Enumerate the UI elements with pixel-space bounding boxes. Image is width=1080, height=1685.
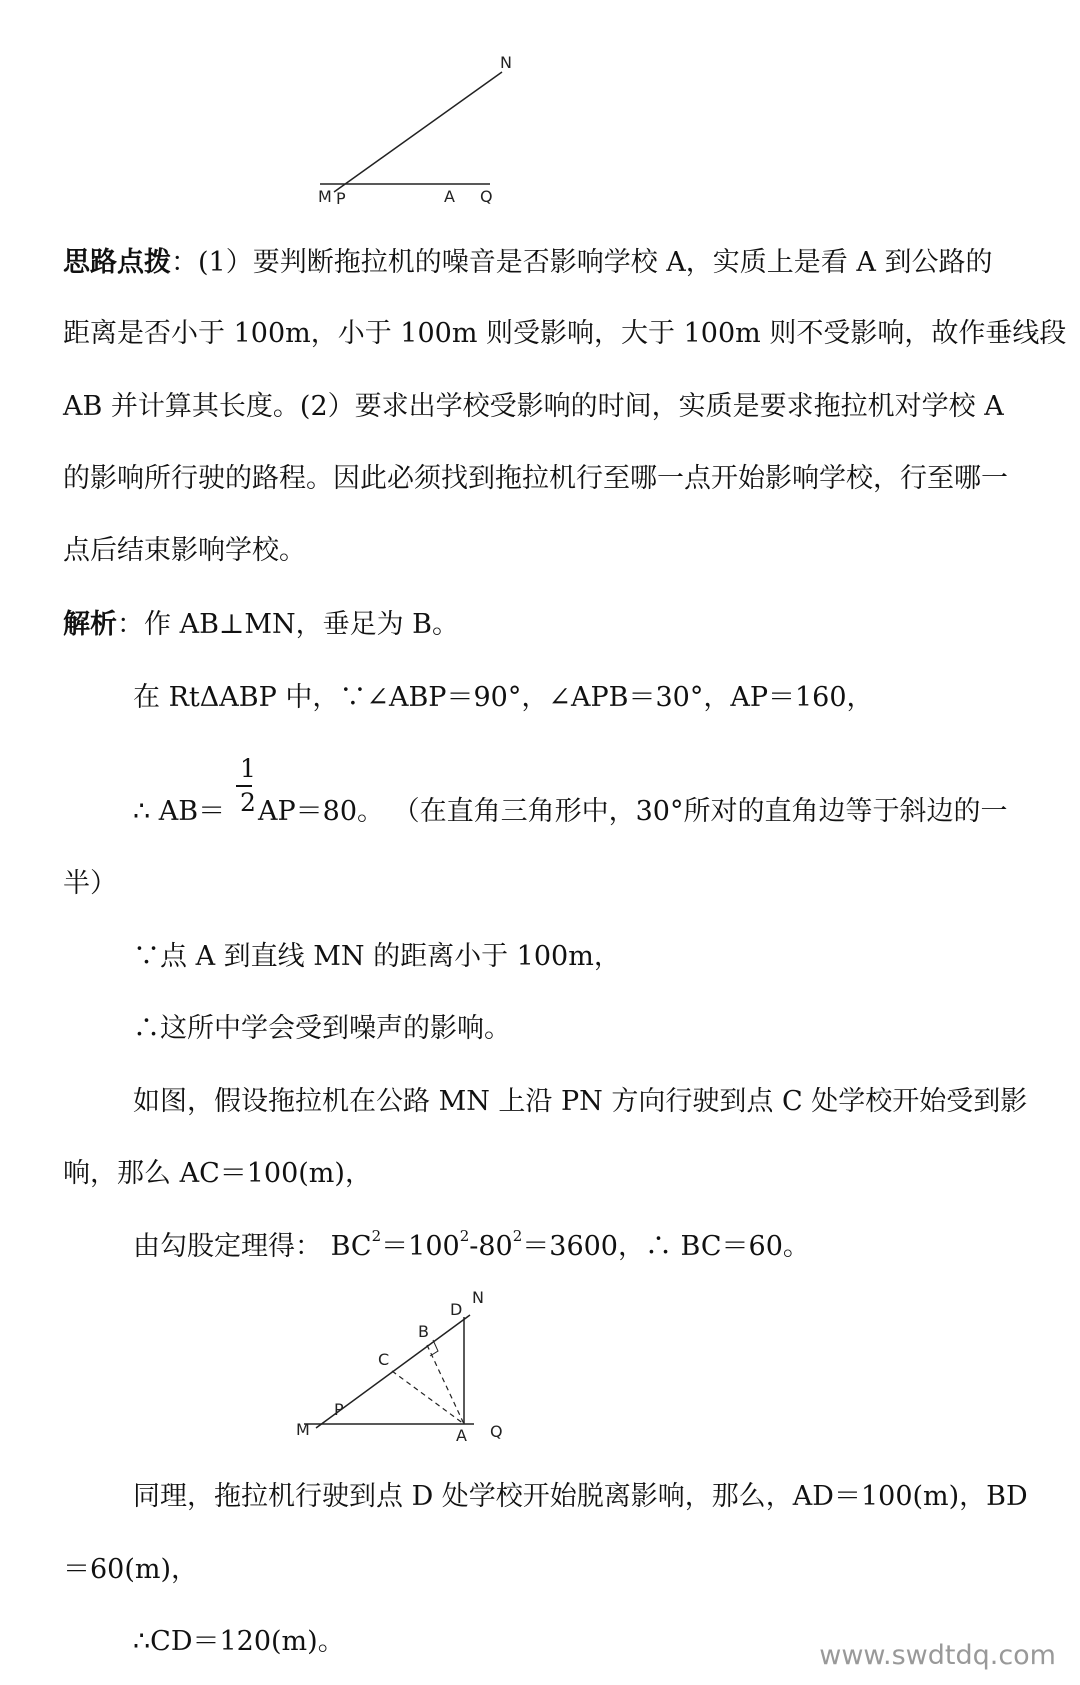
solution-line-1: 在 RtΔABP 中，∵∠ABP＝90°，∠APB＝30°，AP＝160， <box>133 682 874 713</box>
label-M: M <box>318 187 332 206</box>
label-N: N <box>500 53 512 72</box>
fraction-numerator: 1 <box>240 754 256 783</box>
line6-mid-2: -80 <box>469 1231 513 1262</box>
fraction-bar <box>236 785 252 787</box>
label2-N: N <box>472 1288 484 1307</box>
solution-line-2-pre: ∴ AB＝ <box>133 796 226 827</box>
solution-line-6 <box>133 1227 810 1262</box>
solution-line-7: 同理，拖拉机行驶到点 D 处学校开始脱离影响，那么，AD＝100(m)，BD <box>133 1481 1028 1512</box>
solution-line-5: 如图，假设拖拉机在公路 MN 上沿 PN 方向行驶到点 C 处学校开始受到影 <box>133 1086 1028 1117</box>
label2-C: C <box>378 1350 390 1369</box>
figure-2 <box>296 1285 520 1445</box>
line6-sup-1: 2 <box>371 1227 382 1245</box>
label2-D: D <box>450 1300 463 1319</box>
solution-line-3: ∵点 A 到直线 MN 的距离小于 100m， <box>133 941 621 972</box>
solution-line-5-cont: 响，那么 AC＝100(m)， <box>63 1158 372 1189</box>
label2-Q: Q <box>490 1422 503 1441</box>
line6-pre: 由勾股定理得： BC <box>133 1231 372 1262</box>
line6-post: ＝3600，∴ BC＝60。 <box>522 1231 810 1262</box>
watermark: www.swdtdq.com <box>819 1640 1056 1671</box>
line6-sup-3: 2 <box>512 1227 523 1245</box>
label2-P: P <box>334 1400 344 1419</box>
hint-line-1 <box>63 249 992 276</box>
solution-line-2-cont: 半） <box>63 868 117 899</box>
label2-B: B <box>418 1322 429 1341</box>
label-P: P <box>336 189 346 208</box>
solution-intro-text: ：作 AB⊥MN，垂足为 B。 <box>117 609 460 640</box>
solution-line-2-post: AP＝80。 （在直角三角形中，30°所对的直角边等于斜边的一 <box>258 796 1008 827</box>
label2-A: A <box>456 1426 467 1445</box>
line6-mid-1: ＝100 <box>381 1231 460 1262</box>
hint-text-1: ：(1）要判断拖拉机的噪音是否影响学校 A，实质上是看 A 到公路的 <box>171 247 993 278</box>
solution-intro <box>63 611 459 638</box>
hint-heading: 思路点拨 <box>63 247 171 278</box>
solution-line-4: ∴这所中学会受到噪声的影响。 <box>133 1013 511 1044</box>
fraction-denominator: 2 <box>240 788 256 817</box>
hint-line-2: 距离是否小于 100m，小于 100m 则受影响，大于 100m 则不受影响，故作垂线段 <box>63 318 1067 349</box>
hint-line-3: AB 并计算其长度。(2）要求出学校受影响的时间，实质是要求拖拉机对学校 A <box>63 391 1004 422</box>
solution-line-7-cont: ＝60(m)， <box>63 1554 199 1585</box>
label-A: A <box>444 187 455 206</box>
label-Q: Q <box>480 187 493 206</box>
hint-line-5: 点后结束影响学校。 <box>63 535 306 566</box>
hint-line-4: 的影响所行驶的路程。因此必须找到拖拉机行至哪一点开始影响学校，行至哪一 <box>63 463 1008 494</box>
figure-1 <box>320 50 540 210</box>
solution-line-8: ∴CD＝120(m)。 <box>133 1626 345 1657</box>
line6-sup-2: 2 <box>459 1227 470 1245</box>
solution-heading: 解析 <box>63 609 117 640</box>
label2-M: M <box>296 1420 310 1439</box>
